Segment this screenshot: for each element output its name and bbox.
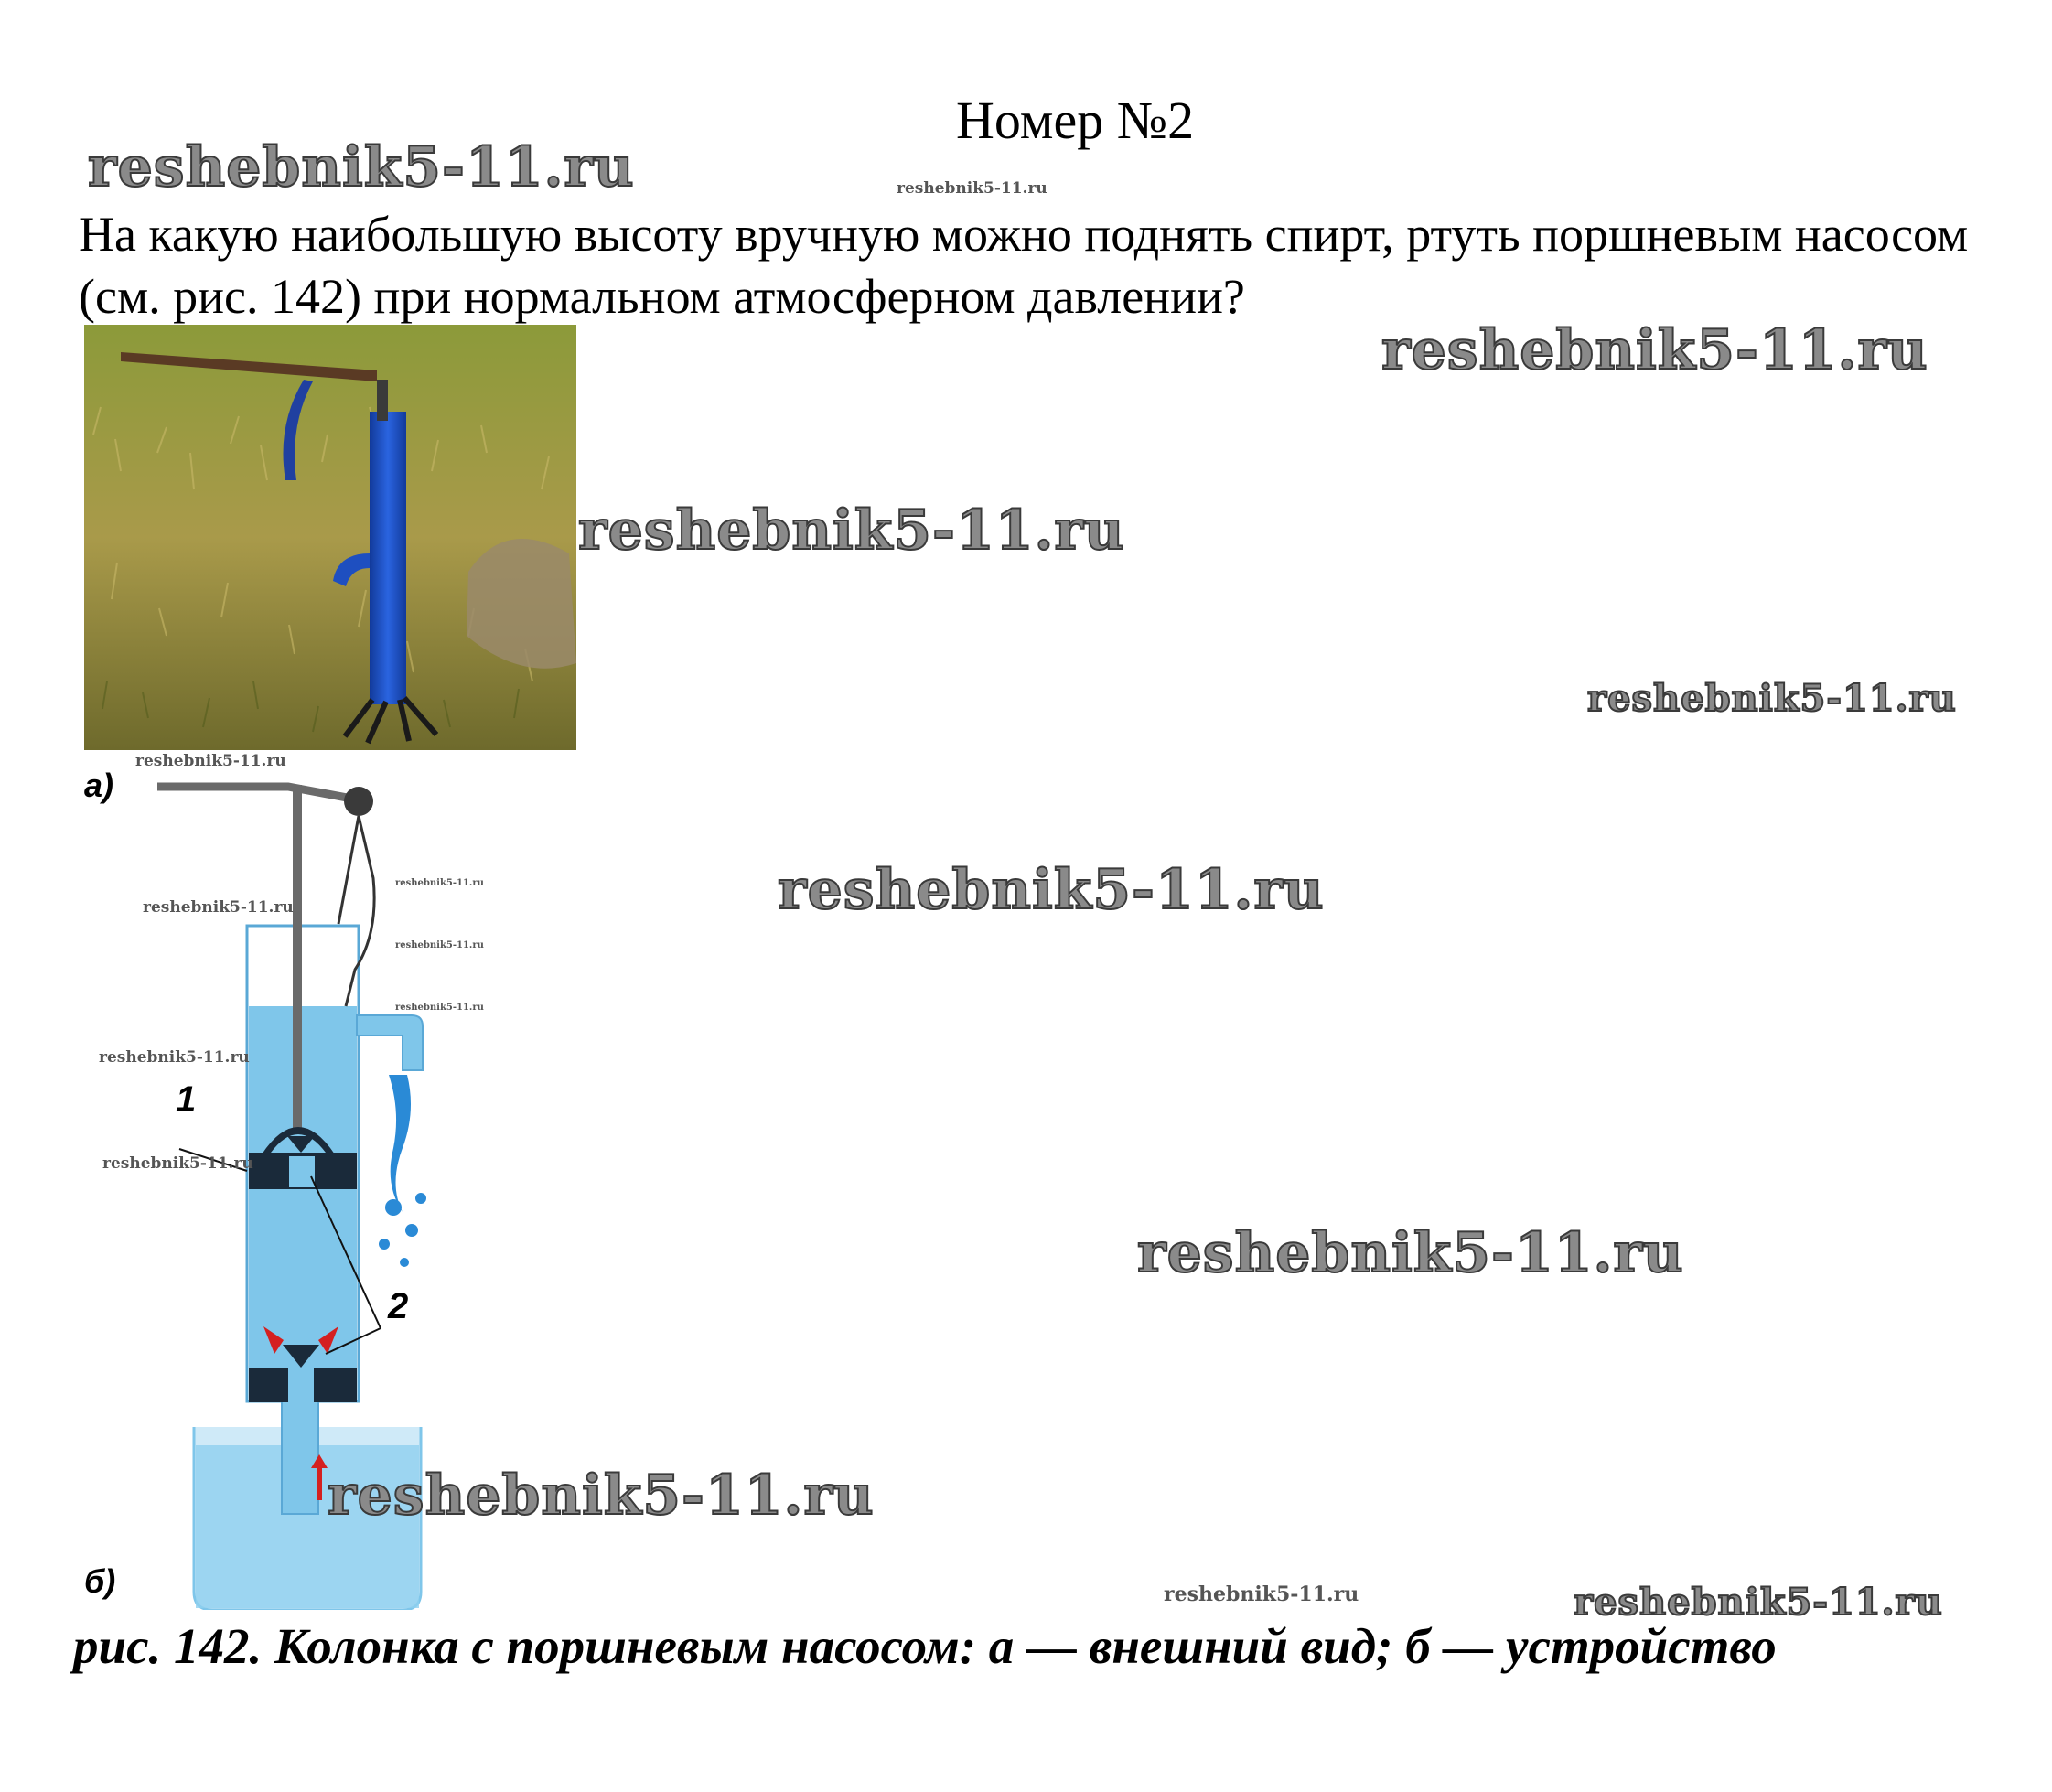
- figure-label-a: а): [84, 767, 114, 804]
- watermark-small-5: reshebnik5-11.ru: [99, 1048, 250, 1067]
- watermark-1: reshebnik5-11.ru: [88, 135, 635, 199]
- figure-caption: рис. 142. Колонка с поршневым насосом: а — внешний вид; б — устройство: [73, 1618, 1777, 1674]
- watermark-3: reshebnik5-11.ru: [578, 499, 1125, 563]
- figure-label-b: б): [84, 1562, 116, 1600]
- question-text: На какую наибольшую высоту вручную можно поднять спирт, ртуть поршневым насосом (см. рис. 142) при нормальном атмосферном давлении?: [79, 207, 1969, 324]
- watermark-small-1: reshebnik5-11.ru: [897, 179, 1047, 198]
- watermark-6: reshebnik5-11.ru: [1137, 1221, 1684, 1285]
- watermark-small-6: reshebnik5-11.ru: [102, 1154, 253, 1173]
- watermark-tiny-1: reshebnik5-11.ru: [395, 878, 484, 888]
- pump-photo-image: [84, 325, 576, 750]
- watermark-8: reshebnik5-11.ru: [328, 1464, 875, 1528]
- watermark-tiny-3: reshebnik5-11.ru: [395, 1003, 484, 1013]
- watermark-2: reshebnik5-11.ru: [1381, 318, 1928, 382]
- watermark-small-4: reshebnik5-11.ru: [143, 898, 294, 917]
- watermark-small-3: reshebnik5-11.ru: [135, 752, 286, 770]
- pump-photo: [84, 325, 576, 750]
- watermark-small-2: reshebnik5-11.ru: [1164, 1583, 1359, 1606]
- watermark-7: reshebnik5-11.ru: [1574, 1581, 1943, 1624]
- diagram-label-2: 2: [388, 1286, 409, 1326]
- page-heading: Номер №2: [956, 91, 1195, 150]
- diagram-label-1: 1: [176, 1079, 197, 1120]
- watermark-4: reshebnik5-11.ru: [1587, 677, 1957, 720]
- watermark-5: reshebnik5-11.ru: [778, 858, 1325, 922]
- watermark-tiny-2: reshebnik5-11.ru: [395, 940, 484, 950]
